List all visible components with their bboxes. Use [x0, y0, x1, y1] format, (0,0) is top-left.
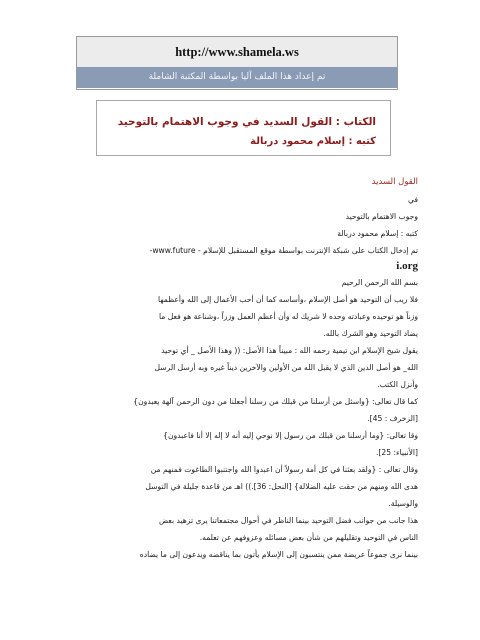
body-line: يضاد التوحيد وهو الشرك بالله.: [323, 329, 418, 338]
body-line: وأنزل الكتب.: [377, 380, 418, 389]
body-line: في: [408, 195, 418, 204]
body-line: فلا ريب أن التوحيد هو أصل الإسلام ،وأساسه كما أن أحب الأعمال إلى الله وأعظمها: [157, 295, 418, 304]
body-line: يقول شيخ الإسلام ابن تيمية رحمه الله : مبيناً هذا الأصل: (( وهذا الأصل _ أي توحيد: [161, 346, 418, 355]
body-line: وقا تعالى: {وما أرسلنا من قبلك من رسول إلا نوحي إليه أنه لا إله إلا أنا فاعبدون}: [163, 431, 418, 440]
book-title-line: الكتاب : القول السديد في وجوب الاهتمام بالتوحيد: [117, 116, 376, 128]
body-title: القول السديد: [371, 177, 418, 187]
body-line: تم إدخال الكتاب على شبكة الإنترنت بواسطة موقع المستقبل للإسلام - www.future-: [149, 246, 418, 255]
body-line: والوسيلة.: [388, 499, 418, 508]
document-body: [32, 174, 418, 563]
body-line: i.org: [396, 260, 418, 272]
body-line: كتبه : إسلام محمود دربالة: [337, 229, 418, 238]
author-line: كتبه : إسلام محمود دربالة: [250, 136, 376, 147]
body-line: بسم الله الرحمن الرحيم: [341, 278, 418, 287]
body-line: الناس في التوحيد وتقليلهم من شأن بعض مسائله وعزوفهم عن تعلمه.: [199, 533, 418, 542]
site-url[interactable]: http://www.shamela.ws: [77, 37, 397, 67]
body-line: بينما نرى جموعاً عريضة ممن ينتسبون إلى الإسلام يأتون بما يناقضه ويدعون إلى ما يضاده: [139, 550, 418, 559]
body-line: هدى الله ومنهم من حقت عليه الضلالة} [النحل: 36].)) اهـ من قاعدة جليلة في التوسل: [145, 482, 418, 491]
body-line: [الأنبياء: 25].: [375, 448, 418, 457]
body-line: كما قال تعالى: {واسئل من أرسلنا من قبلك من رسلنا أجعلنا من دون الرحمن آلهة يعبدون}: [133, 397, 418, 406]
body-line: هذا جانب من جوانب فضل التوحيد بينما الناظر في أحوال مجتمعاتنا يرى تزهيد بعض: [158, 516, 418, 525]
body-line: وزناً هو توحيده وعبادته وحده لا شريك له وأن أعظم العمل وزراً ،وشناعة هو فعل ما: [158, 312, 418, 321]
body-line: الله_ هو أصل الدين الذي لا يقبل الله من الأولين والآخرين ديناً غيره وبه أرسل الرسل: [154, 363, 418, 372]
generated-by-banner: تم إعداد هذا الملف آليا بواسطة المكتبة الشاملة: [77, 67, 397, 88]
body-line: وقال تعالى : {ولقد بعثنا في كل أمة رسولاً أن اعبدوا الله واجتنبوا الطاغوت فمنهم من: [150, 465, 418, 474]
book-info-box: [96, 100, 391, 156]
body-line: [الزخرف : 45].: [367, 414, 418, 423]
header-box: [76, 36, 398, 90]
body-line: وجوب الاهتمام بالتوحيد: [345, 212, 418, 221]
